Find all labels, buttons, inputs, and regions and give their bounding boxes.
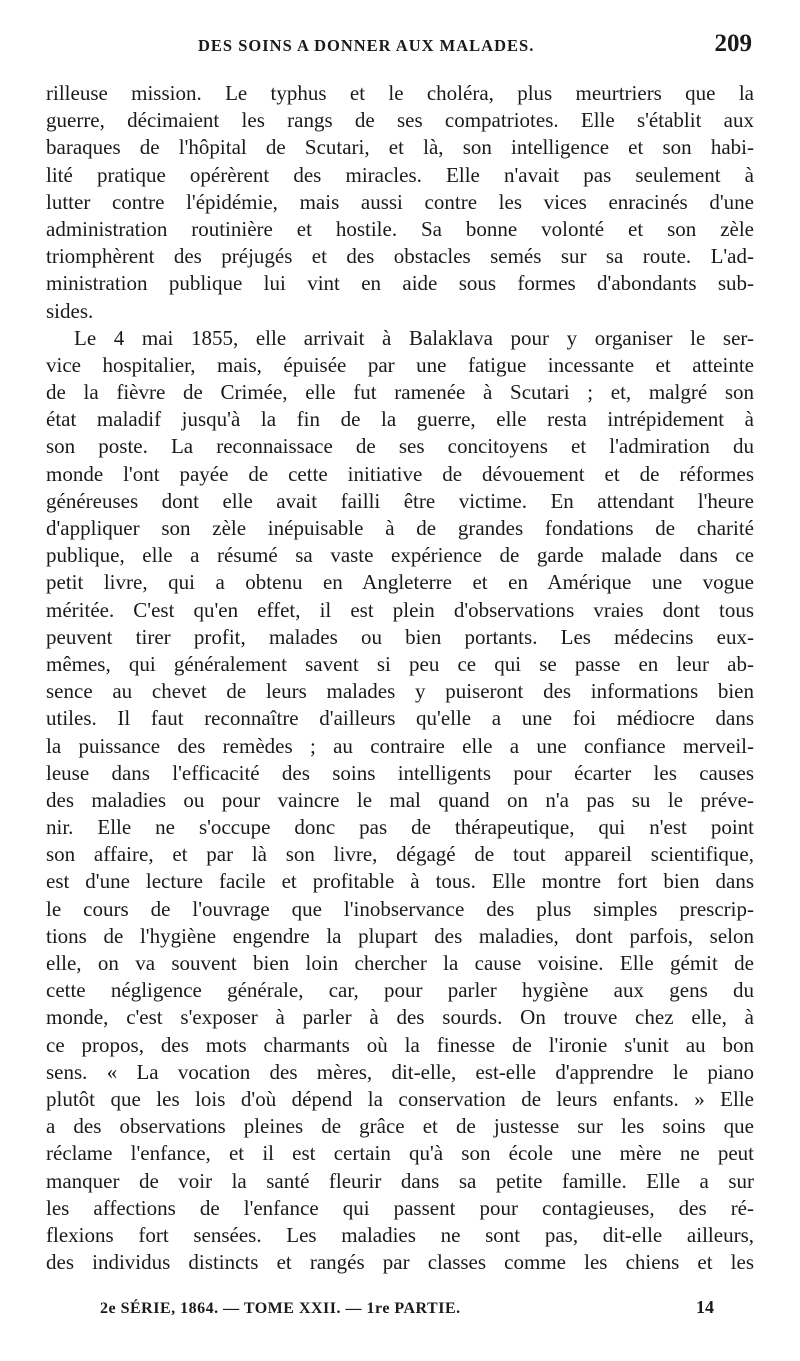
- text-line: d'appliquer son zèle inépuisable à de grandes fondations de charité: [46, 516, 754, 540]
- text-line: ce propos, des mots charmants où la finesse de l'ironie s'unit au bon: [46, 1032, 754, 1057]
- text-line: guerre, décimaient les rangs de ses compatriotes. Elle s'établit aux: [46, 108, 754, 133]
- text-line: plutôt que les lois d'où dépend la conservation de leurs enfants. » Elle: [46, 1086, 754, 1111]
- text-line: le cours de l'ouvrage que l'inobservance des plus simples prescrip-: [46, 896, 754, 921]
- page-footer: [100, 1297, 714, 1318]
- text-line: rilleuse mission. Le typhus et le choléra, plus meurtriers que la: [46, 81, 754, 105]
- text-line: Le 4 mai 1855, elle arrivait à Balaklava pour y organiser le ser-: [74, 325, 754, 350]
- signature-number: 14: [696, 1297, 714, 1317]
- text-line: elle, on va souvent bien loin chercher la cause voisine. Elle gémit de: [46, 951, 754, 975]
- text-line: vice hospitalier, mais, épuisée par une fatigue incessante et atteinte: [46, 352, 754, 377]
- text-line: administration routinière et hostile. Sa bonne volonté et son zèle: [46, 216, 754, 241]
- page-number: 209: [714, 30, 752, 57]
- text-line: des individus distincts et rangés par classes comme les chiens et les: [46, 1250, 754, 1275]
- text-line: son poste. La reconnaissace de ses concitoyens et l'admiration du: [46, 434, 754, 459]
- text-line: sence au chevet de leurs malades y puiseront des informations bien: [46, 679, 754, 704]
- text-line: baraques de l'hôpital de Scutari, et là, son intelligence et son habi-: [46, 135, 754, 160]
- text-line: les affections de l'enfance qui passent pour contagieuses, des ré-: [46, 1195, 754, 1220]
- text-line: son affaire, et par là son livre, dégagé de tout appareil scientifique,: [46, 842, 754, 867]
- text-line: sens. « La vocation des mères, dit-elle, est-elle d'apprendre le piano: [46, 1059, 754, 1084]
- text-line: des maladies ou pour vaincre le mal quand on n'a pas su le préve-: [46, 787, 754, 812]
- text-line: peuvent tirer profit, malades ou bien portants. Les médecins eux-: [46, 624, 754, 649]
- text-line: monde l'ont payée de cette initiative de dévouement et de réformes: [46, 461, 754, 486]
- text-line: de la fièvre de Crimée, elle fut ramenée à Scutari ; et, malgré son: [46, 380, 754, 405]
- text-line: état maladif jusqu'à la fin de la guerre, elle resta intrépidement à: [46, 407, 754, 432]
- text-line: leuse dans l'efficacité des soins intelligents pour écarter les causes: [46, 760, 754, 785]
- text-line: réclame l'enfance, et il est certain qu'à son école une mère ne peut: [46, 1141, 754, 1166]
- text-line: nir. Elle ne s'occupe donc pas de thérapeutique, qui n'est point: [46, 815, 754, 840]
- text-line: lutter contre l'épidémie, mais aussi contre les vices enracinés d'une: [46, 189, 754, 214]
- text-line: triomphèrent des préjugés et des obstacles semés sur sa route. L'ad-: [46, 244, 754, 269]
- text-line: mêmes, qui généralement savent si peu ce qui se passe en leur ab-: [46, 651, 754, 676]
- text-line: tions de l'hygiène engendre la plupart des maladies, dont parfois, selon: [46, 923, 754, 948]
- text-line: est d'une lecture facile et profitable à tous. Elle montre fort bien dans: [46, 869, 754, 894]
- text-line: manquer de voir la santé fleurir dans sa petite famille. Elle a sur: [46, 1168, 754, 1193]
- text-line: généreuses dont elle avait failli être victime. En attendant l'heure: [46, 488, 754, 513]
- text-line: flexions fort sensées. Les maladies ne sont pas, dit-elle ailleurs,: [46, 1222, 754, 1247]
- text-line: méritée. C'est qu'en effet, il est plein d'observations vraies dont tous: [46, 597, 754, 622]
- text-line: lité pratique opérèrent des miracles. Elle n'avait pas seulement à: [46, 162, 754, 187]
- text-line: ministration publique lui vint en aide sous formes d'abondants sub-: [46, 271, 754, 296]
- text-line: monde, c'est s'exposer à parler à des sourds. On trouve chez elle, à: [46, 1005, 754, 1030]
- running-title: DES SOINS A DONNER AUX MALADES.: [198, 36, 535, 55]
- text-line: a des observations pleines de grâce et de justesse sur les soins que: [46, 1114, 754, 1139]
- series-signature: 2e SÉRIE, 1864. — TOME XXII. — 1re PARTIE.: [100, 1300, 461, 1317]
- text-line: utiles. Il faut reconnaître d'ailleurs qu'elle a une foi médiocre dans: [46, 706, 754, 731]
- text-line: la puissance des remèdes ; au contraire elle a une confiance merveil-: [46, 733, 754, 758]
- text-line: cette négligence générale, car, pour parler hygiène aux gens du: [46, 978, 754, 1003]
- text-line: petit livre, qui a obtenu en Angleterre et en Amérique une vogue: [46, 570, 754, 595]
- body-text: [46, 80, 754, 1276]
- page-header: [46, 30, 754, 80]
- text-line: publique, elle a résumé sa vaste expérience de garde malade dans ce: [46, 543, 754, 568]
- text-line: sides.: [46, 298, 94, 323]
